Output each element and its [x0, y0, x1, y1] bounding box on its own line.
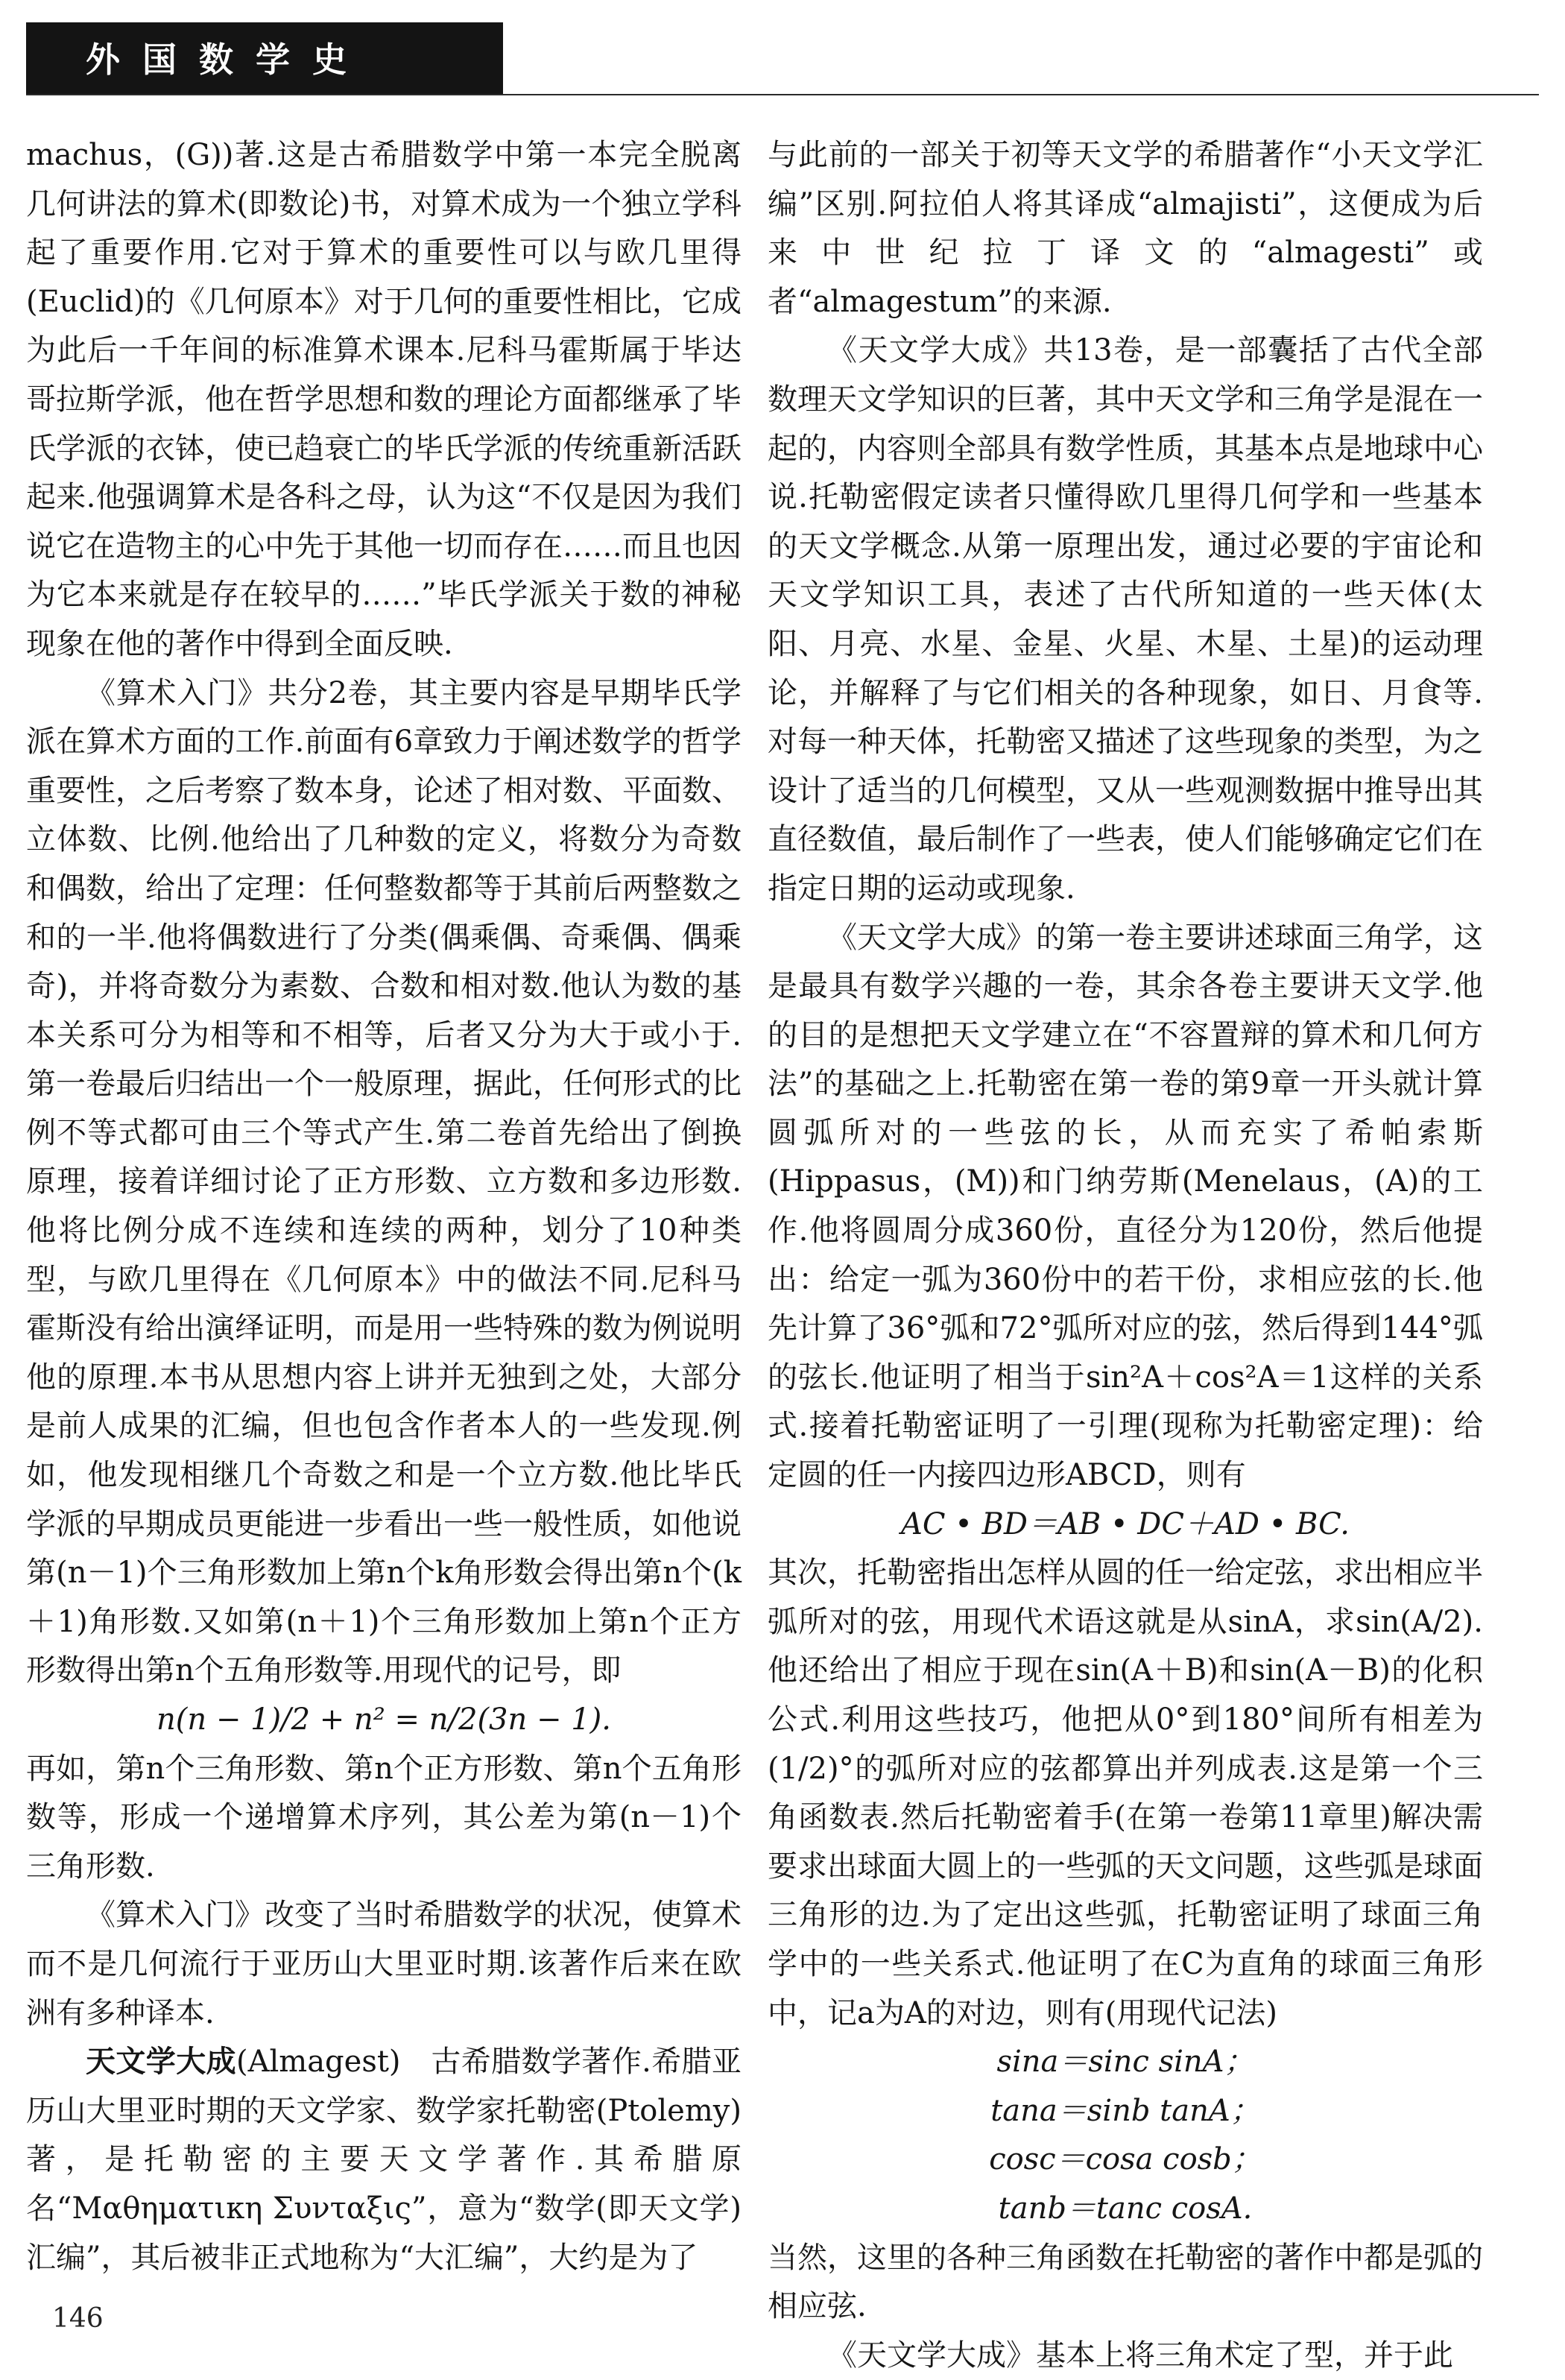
paragraph: 《天文学大成》的第一卷主要讲述球面三角学，这是最具有数学兴趣的一卷，其余各卷主要讲天文学.他的目的是想把天文学建立在“不容置辩的算术和几何方法”的基础之上.托勒密在第一卷的第9章一开头就计算圆弧所对的一些弦的长，从而充实了希帕索斯(Hippasus，(M))和门纳劳斯(Menelaus，(A)的工作.他将圆周分成360份，直径分为120份，然后他提出：给定一弧为360份中的若干份，求相应弦的长.他先计算了36°弧和72°弧所对应的弦，然后得到144°弧的弦长.他证明了相当于sin²A＋cos²A＝1这样的关系式.接着托勒密证明了一引理(现称为托勒密定理)：给定圆的任一内接四边形ABCD，则有	[768, 920, 1483, 1493]
paragraph: 《天文学大成》基本上将三角术定了型，并于此	[827, 2338, 1453, 2373]
paragraph: 与此前的一部关于初等天文学的希腊著作“小天文学汇编”区别.阿拉伯人将其译成“almajisti”，这便成为后来中世纪拉丁译文的“almagesti”或者“almagestum”的来源.	[768, 138, 1483, 319]
paragraph: 其次，托勒密指出怎样从圆的任一给定弦，求出相应半弧所对的弦，用现代术语这就是从sinA，求sin(A/2).他还给出了相应于现在sin(A＋B)和sin(A－B)的化积公式.利用这些技巧，他把从0°到180°间所有相差为(1/2)°的弧所对应的弦都算出并列成表.这是第一个三角函数表.然后托勒密着手(在第一卷第11章里)解决需要求出球面大圆上的一些弧的天文问题，这些弧是球面三角形的边.为了定出这些弧，托勒密证明了球面三角学中的一些关系式.他证明了在C为直角的球面三角形中，记a为A的对边，则有(用现代记法)	[768, 1556, 1483, 2030]
entry-term: 天文学大成	[86, 2045, 236, 2080]
left-column	[26, 131, 742, 2282]
page-number: 146	[52, 2303, 104, 2334]
formula: AC • BD＝AB • DC＋AD • BC.	[901, 1506, 1350, 1541]
paragraph: machus，(G))著.这是古希腊数学中第一本完全脱离几何讲法的算术(即数论)书，对算术成为一个独立学科起了重要作用.它对于算术的重要性可以与欧几里得(Euclid)的《几何原本》对于几何的重要性相比，它成为此后一千年间的标准算术课本.尼科马霍斯属于毕达哥拉斯学派，他在哲学思想和数的理论方面都继承了毕氏学派的衣钵，使已趋衰亡的毕氏学派的传统重新活跃起来.他强调算术是各科之母，认为这“不仅是因为我们说它在造物主的心中先于其他一切而存在……而且也因为它本来就是存在较早的……”毕氏学派关于数的神秘现象在他的著作中得到全面反映.	[26, 138, 742, 661]
paragraph: 《算术入门》改变了当时希腊数学的状况，使算术而不是几何流行于亚历山大里亚时期.该著作后来在欧洲有多种译本.	[26, 1898, 742, 2030]
formula-block	[768, 2038, 1483, 2233]
formula-line: tanb＝tanc cosA.	[998, 2191, 1253, 2226]
paragraph: 再如，第n个三角形数、第n个正方形数、第n个五角形数等，形成一个递增算术序列，其公差为第(n－1)个三角形数.	[26, 1751, 742, 1884]
formula: n(n − 1)/2 + n² = n/2(3n − 1).	[156, 1702, 611, 1737]
paragraph: 《天文学大成》共13卷，是一部囊括了古代全部数理天文学知识的巨著，其中天文学和三角学是混在一起的，内容则全部具有数学性质，其基本点是地球中心说.托勒密假定读者只懂得欧几里得几何学和一些基本的天文学概念.从第一原理出发，通过必要的宇宙论和天文学知识工具，表述了古代所知道的一些天体(太阳、月亮、水星、金星、火星、木星、土星)的运动理论，并解释了与它们相关的各种现象，如日、月食等.对每一种天体，托勒密又描述了这些现象的类型，为之设计了适当的几何模型，又从一些观测数据中推导出其直径数值，最后制作了一些表，使人们能够确定它们在指定日期的运动或现象.	[768, 333, 1483, 906]
paragraph: 《算术入门》共分2卷，其主要内容是早期毕氏学派在算术方面的工作.前面有6章致力于阐述数学的哲学重要性，之后考察了数本身，论述了相对数、平面数、立体数、比例.他给出了几种数的定义，将数分为奇数和偶数，给出了定理：任何整数都等于其前后两整数之和的一半.他将偶数进行了分类(偶乘偶、奇乘偶、偶乘奇)，并将奇数分为素数、合数和相对数.他认为数的基本关系可分为相等和不相等，后者又分为大于或小于.第一卷最后归结出一个一般原理，据此，任何形式的比例不等式都可由三个等式产生.第二卷首先给出了倒换原理，接着详细讨论了正方形数、立方数和多边形数.他将比例分成不连续和连续的两种，划分了10种类型，与欧几里得在《几何原本》中的做法不同.尼科马霍斯没有给出演绎证明，而是用一些特殊的数为例说明他的原理.本书从思想内容上讲并无独到之处，大部分是前人成果的汇编，但也包含作者本人的一些发现.例如，他发现相继几个奇数之和是一个立方数.他比毕氏学派的早期成员更能进一步看出一些一般性质，如他说第(n－1)个三角形数加上第n个k角形数会得出第n个(k＋1)角形数.又如第(n＋1)个三角形数加上第n个正方形数得出第n个五角形数等.用现代的记号，即	[26, 675, 742, 1688]
running-header-title: 外国数学史	[86, 40, 369, 80]
formula-line: sina＝sinc sinA；	[996, 2045, 1254, 2080]
formula-line: tana＝sinb tanA；	[990, 2093, 1260, 2128]
paragraph: 当然，这里的各种三角函数在托勒密的著作中都是弧的相应弦.	[768, 2240, 1483, 2324]
header-rule	[26, 94, 1539, 95]
entry-text: (Almagest) 古希腊数学著作.希腊亚历山大里亚时期的天文学家、数学家托勒密(Ptolemy)著，是托勒密的主要天文学著作.其希腊原名“Μαθηματικη Συνταξις”，意为“数学(即天文学)汇编”，其后被非正式地称为“大汇编”，大约是为了	[26, 2045, 742, 2275]
header-band	[26, 22, 503, 94]
formula-line: cosc＝cosa cosb；	[989, 2142, 1262, 2177]
right-column	[768, 131, 1483, 2380]
entry-paragraph	[26, 2038, 742, 2282]
